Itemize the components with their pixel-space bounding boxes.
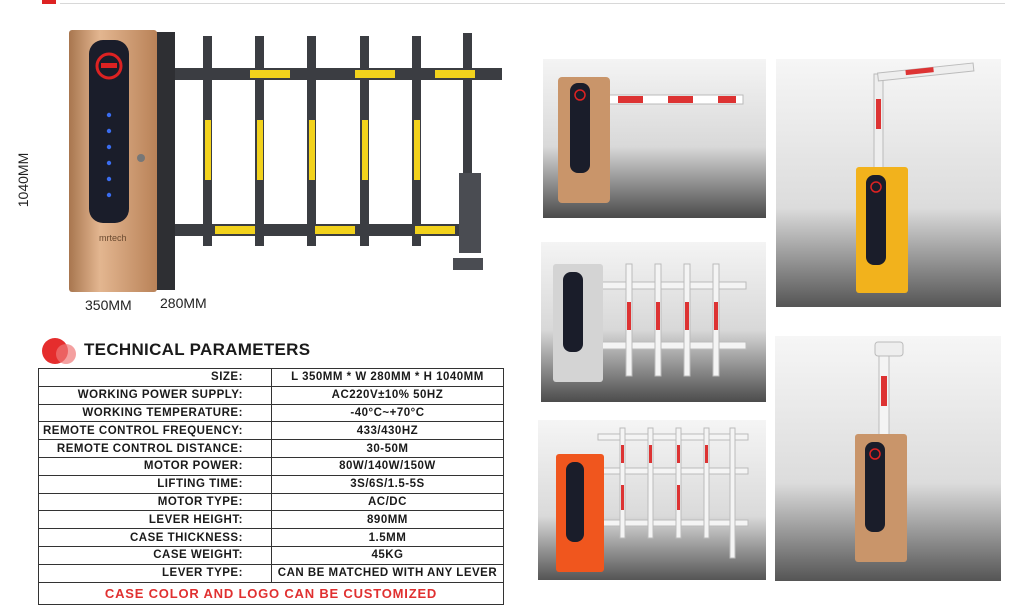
table-row bbox=[39, 546, 504, 564]
table-row bbox=[39, 369, 504, 387]
hero-product-image bbox=[55, 28, 510, 298]
param-value: AC/DC bbox=[271, 493, 503, 511]
customization-note: CASE COLOR AND LOGO CAN BE CUSTOMIZED bbox=[39, 582, 504, 604]
param-value: 1.5MM bbox=[271, 529, 503, 547]
table-row bbox=[39, 493, 504, 511]
table-row bbox=[39, 529, 504, 547]
param-value: 30-50M bbox=[271, 440, 503, 458]
height-dimension-label: 1040MM bbox=[15, 152, 31, 208]
param-label: MOTOR TYPE: bbox=[39, 493, 272, 511]
param-value: CAN BE MATCHED WITH ANY LEVER bbox=[271, 564, 503, 582]
footer-row bbox=[39, 582, 504, 604]
param-label: LIFTING TIME: bbox=[39, 475, 272, 493]
param-value: -40°C~+70°C bbox=[271, 404, 503, 422]
param-value: 45KG bbox=[271, 546, 503, 564]
top-divider bbox=[60, 3, 1005, 4]
param-label: SIZE: bbox=[39, 369, 272, 387]
param-value: 3S/6S/1.5-5S bbox=[271, 475, 503, 493]
table-row bbox=[39, 386, 504, 404]
corner-accent bbox=[42, 0, 56, 4]
section-title: TECHNICAL PARAMETERS bbox=[84, 340, 311, 359]
header-dot-overlay-icon bbox=[56, 344, 76, 364]
param-label: MOTOR POWER: bbox=[39, 457, 272, 475]
param-label: LEVER TYPE: bbox=[39, 564, 272, 582]
param-value: 433/430HZ bbox=[271, 422, 503, 440]
brand-logo: mrtech bbox=[99, 233, 127, 243]
param-label: LEVER HEIGHT: bbox=[39, 511, 272, 529]
depth-dimension-label: 280MM bbox=[160, 295, 207, 311]
param-value: L 350MM * W 280MM * H 1040MM bbox=[271, 369, 503, 387]
fence-arm bbox=[167, 33, 502, 246]
param-label: REMOTE CONTROL FREQUENCY: bbox=[39, 422, 272, 440]
param-label: REMOTE CONTROL DISTANCE: bbox=[39, 440, 272, 458]
param-label: WORKING TEMPERATURE: bbox=[39, 404, 272, 422]
gallery-gold-straight-boom bbox=[543, 59, 766, 218]
table-row bbox=[39, 564, 504, 582]
gallery-yellow-folding-boom bbox=[776, 59, 1001, 307]
param-value: AC220V±10% 50HZ bbox=[271, 386, 503, 404]
table-row bbox=[39, 475, 504, 493]
gallery-silver-fence-boom bbox=[541, 242, 766, 402]
gallery-gold-vertical-boom bbox=[775, 336, 1001, 581]
table-row bbox=[39, 457, 504, 475]
param-label: CASE WEIGHT: bbox=[39, 546, 272, 564]
table-row bbox=[39, 440, 504, 458]
table-row bbox=[39, 422, 504, 440]
gallery-orange-fence-boom bbox=[538, 420, 766, 580]
table-row bbox=[39, 404, 504, 422]
param-value: 80W/140W/150W bbox=[271, 457, 503, 475]
param-value: 890MM bbox=[271, 511, 503, 529]
param-label: WORKING POWER SUPPLY: bbox=[39, 386, 272, 404]
width-dimension-label: 350MM bbox=[85, 297, 132, 313]
parameters-table bbox=[38, 368, 504, 605]
table-row bbox=[39, 511, 504, 529]
param-label: CASE THICKNESS: bbox=[39, 529, 272, 547]
